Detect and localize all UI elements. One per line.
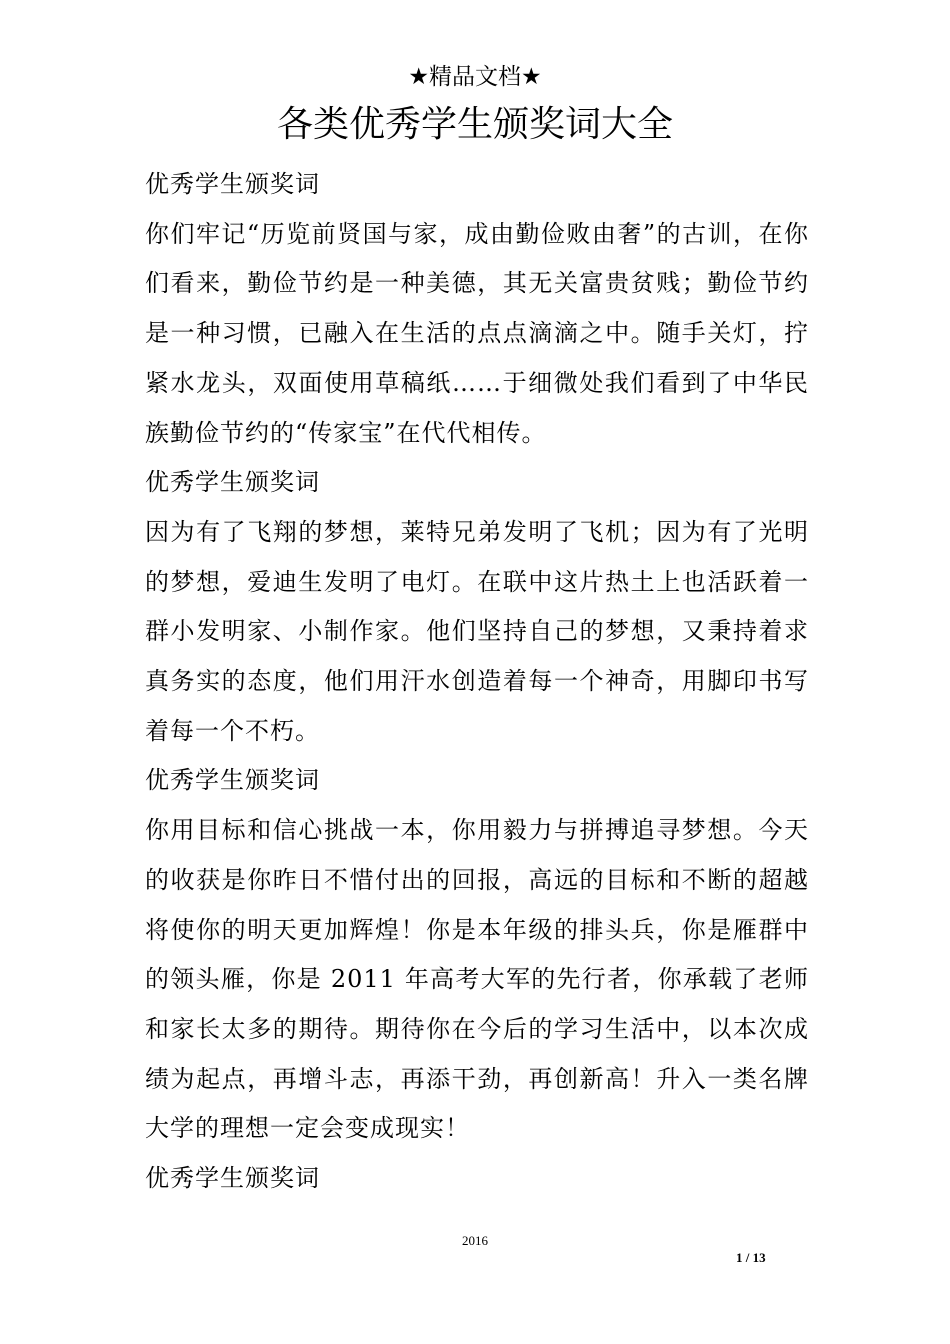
page-number: 1 / 13 [736, 1250, 766, 1265]
section-heading: 优秀学生颁奖词 [145, 1164, 320, 1193]
section-heading: 优秀学生颁奖词 [145, 468, 320, 497]
section-paragraph: 因为有了飞翔的梦想，莱特兄弟发明了飞机；因为有了光明的梦想，爱迪生发明了电灯。在联中这片热土上也活跃着一群小发明家、小制作家。他们坚持自己的梦想，又秉持着求真务实的态度，他们用汗水创造着每一个神奇，用脚印书写着每一个不朽。 [145, 517, 809, 745]
document-body [145, 160, 809, 1204]
section-heading: 优秀学生颁奖词 [145, 170, 320, 198]
section-paragraph: 你用目标和信心挑战一本，你用毅力与拼搏追寻梦想。今天的收获是你昨日不惜付出的回报，高远的目标和不断的超越将使你的明天更加辉煌！你是本年级的排头兵，你是雁群中的领头雁，你是 2011 年高考大军的先行者，你承载了老师和家长太多的期待。期待你在今后的学习生活中，以本次成绩为起点，再增斗志，再添干劲，再创新高！升入一类名牌大学的理想一定会变成现实！ [145, 816, 809, 1143]
page-header: ★精品文档★ [408, 64, 542, 90]
section-heading: 优秀学生颁奖词 [145, 766, 320, 795]
document-title: 各类优秀学生颁奖词大全 [276, 104, 673, 145]
section-paragraph: 你们牢记“历览前贤国与家，成由勤俭败由奢”的古训，在你们看来，勤俭节约是一种美德，其无关富贵贫贱；勤俭节约是一种习惯，已融入在生活的点点滴滴之中。随手关灯，拧紧水龙头，双面使用草稿纸……于细微处我们看到了中华民族勤俭节约的“传家宝”在代代相传。 [145, 219, 809, 447]
footer-year: 2016 [462, 1233, 488, 1248]
